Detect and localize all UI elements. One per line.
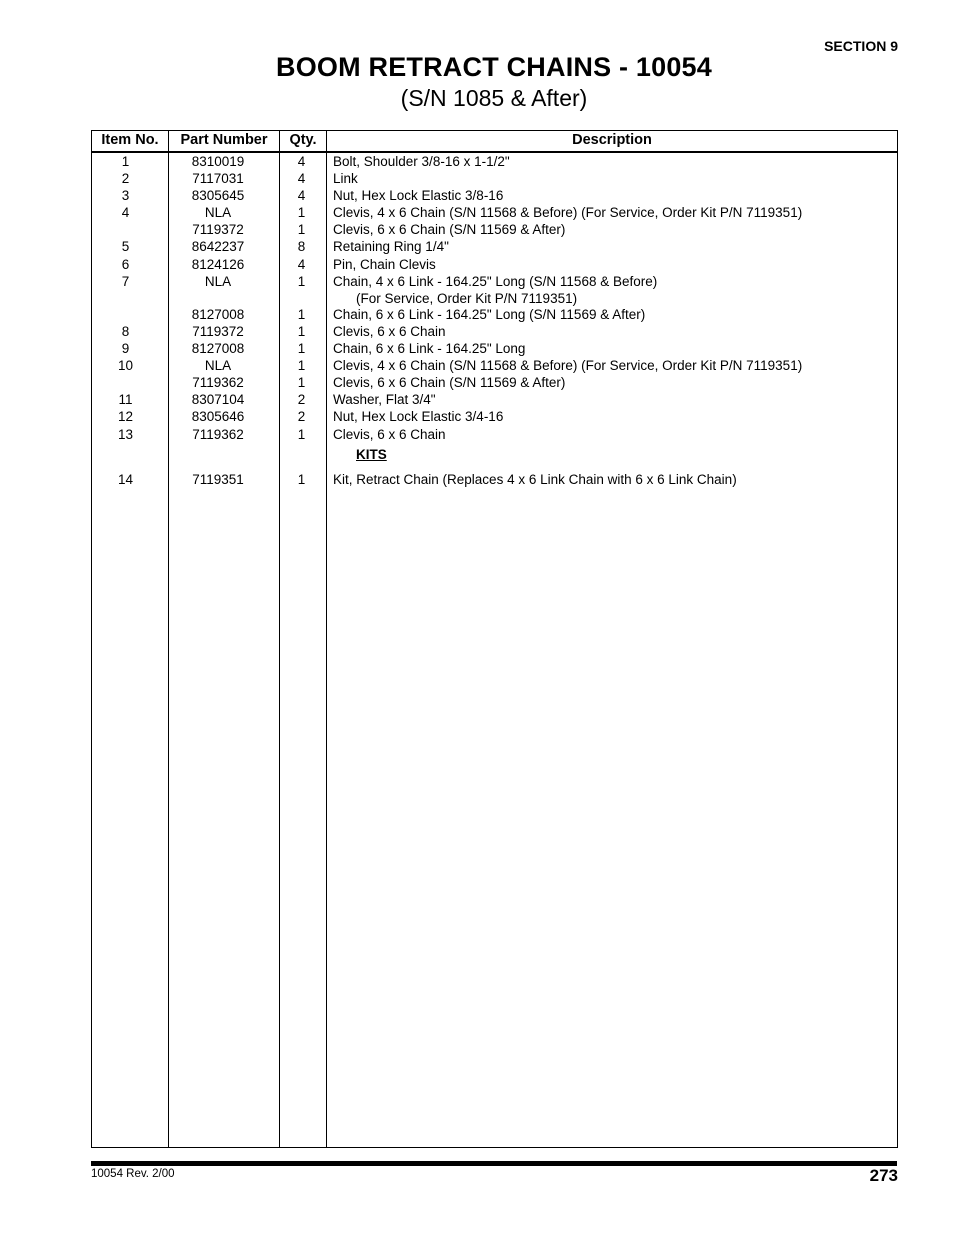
page-subtitle: (S/N 1085 & After) xyxy=(400,85,588,111)
item-number: 3 xyxy=(121,188,130,204)
description: Clevis, 4 x 6 Chain (S/N 11568 & Before) (For Service, Order Kit P/N 7119351) xyxy=(333,358,803,374)
parts-table xyxy=(91,130,898,1148)
description: Bolt, Shoulder 3/8-16 x 1-1/2" xyxy=(333,154,510,169)
table-row xyxy=(92,170,897,187)
page-title: BOOM RETRACT CHAINS - 10054 xyxy=(276,52,712,82)
part-number: 7119362 xyxy=(192,426,244,442)
item-number: 9 xyxy=(121,341,130,357)
item-number: 2 xyxy=(121,171,130,187)
item-number: 14 xyxy=(117,471,134,487)
item-number: 6 xyxy=(121,256,130,272)
description: Nut, Hex Lock Elastic 3/8-16 xyxy=(333,188,504,204)
footer-rule xyxy=(91,1161,897,1166)
quantity: 2 xyxy=(297,409,306,425)
item-number: 1 xyxy=(121,154,130,169)
description: Clevis, 6 x 6 Chain (S/N 11569 & After) xyxy=(333,375,566,391)
quantity: 4 xyxy=(297,188,306,204)
table-body xyxy=(92,153,897,488)
description: Clevis, 6 x 6 Chain xyxy=(333,426,446,442)
table-row xyxy=(92,408,897,425)
quantity: 1 xyxy=(297,273,306,289)
table-row xyxy=(92,426,897,443)
table-row xyxy=(92,238,897,255)
table-row xyxy=(92,153,897,170)
part-number: 7119362 xyxy=(192,375,244,391)
part-number: 7117031 xyxy=(192,171,244,187)
part-number: 8124126 xyxy=(191,256,245,272)
quantity: 8 xyxy=(297,239,306,255)
kits-heading-row xyxy=(92,443,897,471)
table-row xyxy=(92,273,897,290)
table-row xyxy=(92,374,897,391)
part-number: 8642237 xyxy=(191,239,245,255)
description: Clevis, 6 x 6 Chain (S/N 11569 & After) xyxy=(333,222,566,238)
part-number: NLA xyxy=(204,205,232,221)
table-row xyxy=(92,290,897,306)
header-item-no: Item No. xyxy=(101,132,159,148)
quantity: 4 xyxy=(297,256,306,272)
description: Clevis, 6 x 6 Chain xyxy=(333,323,446,339)
description: Pin, Chain Clevis xyxy=(333,256,436,272)
section-label: SECTION 9 xyxy=(824,38,898,54)
quantity: 1 xyxy=(297,375,306,391)
header-qty: Qty. xyxy=(289,132,317,148)
part-number: NLA xyxy=(204,358,232,374)
description: Washer, Flat 3/4" xyxy=(333,392,436,408)
kits-heading: KITS xyxy=(356,446,387,462)
quantity: 2 xyxy=(297,392,306,408)
item-number: 12 xyxy=(117,409,134,425)
description: Retaining Ring 1/4" xyxy=(333,239,449,255)
description: Clevis, 4 x 6 Chain (S/N 11568 & Before) (For Service, Order Kit P/N 7119351) xyxy=(333,205,803,221)
item-number: 4 xyxy=(121,205,130,221)
part-number: 7119372 xyxy=(192,222,244,238)
part-number: 8310019 xyxy=(191,154,245,169)
quantity: 1 xyxy=(297,358,306,374)
description: Kit, Retract Chain (Replaces 4 x 6 Link Chain with 6 x 6 Link Chain) xyxy=(333,471,737,487)
description: Chain, 6 x 6 Link - 164.25" Long xyxy=(333,341,526,357)
table-row xyxy=(92,221,897,238)
quantity: 4 xyxy=(297,154,306,169)
part-number: 8305645 xyxy=(191,188,245,204)
part-number: 8305646 xyxy=(191,409,245,425)
quantity: 1 xyxy=(297,323,306,339)
table-row xyxy=(92,306,897,323)
quantity: 1 xyxy=(297,341,306,357)
table-row xyxy=(92,340,897,357)
part-number: 7119372 xyxy=(192,323,244,339)
table-row xyxy=(92,187,897,204)
quantity: 1 xyxy=(297,205,306,221)
description: Chain, 6 x 6 Link - 164.25" Long (S/N 11569 & After) xyxy=(333,306,646,322)
part-number: 8127008 xyxy=(191,306,245,322)
table-row xyxy=(92,357,897,374)
table-row xyxy=(92,204,897,221)
header-part-number: Part Number xyxy=(180,132,268,148)
table-row xyxy=(92,471,897,488)
description: Nut, Hex Lock Elastic 3/4-16 xyxy=(333,409,504,425)
item-number: 7 xyxy=(121,273,130,289)
quantity: 1 xyxy=(297,222,306,238)
item-number: 11 xyxy=(118,392,133,408)
page-number: 273 xyxy=(869,1166,898,1185)
item-number: 10 xyxy=(117,358,134,374)
table-row xyxy=(92,323,897,340)
description: Chain, 4 x 6 Link - 164.25" Long (S/N 11568 & Before) xyxy=(333,273,658,289)
header-description: Description xyxy=(572,132,652,148)
item-number: 8 xyxy=(121,323,130,339)
document-revision: 10054 Rev. 2/00 xyxy=(91,1168,175,1180)
description: Link xyxy=(333,171,358,187)
item-number: 5 xyxy=(121,239,130,255)
description: (For Service, Order Kit P/N 7119351) xyxy=(356,290,578,306)
part-number: 8307104 xyxy=(191,392,245,408)
part-number: 7119351 xyxy=(192,471,244,487)
item-number: 13 xyxy=(117,426,134,442)
quantity: 1 xyxy=(297,306,306,322)
quantity: 4 xyxy=(297,171,306,187)
quantity: 1 xyxy=(297,426,306,442)
table-row xyxy=(92,256,897,273)
table-row xyxy=(92,391,897,408)
quantity: 1 xyxy=(297,471,306,487)
part-number: NLA xyxy=(204,273,232,289)
part-number: 8127008 xyxy=(191,341,245,357)
